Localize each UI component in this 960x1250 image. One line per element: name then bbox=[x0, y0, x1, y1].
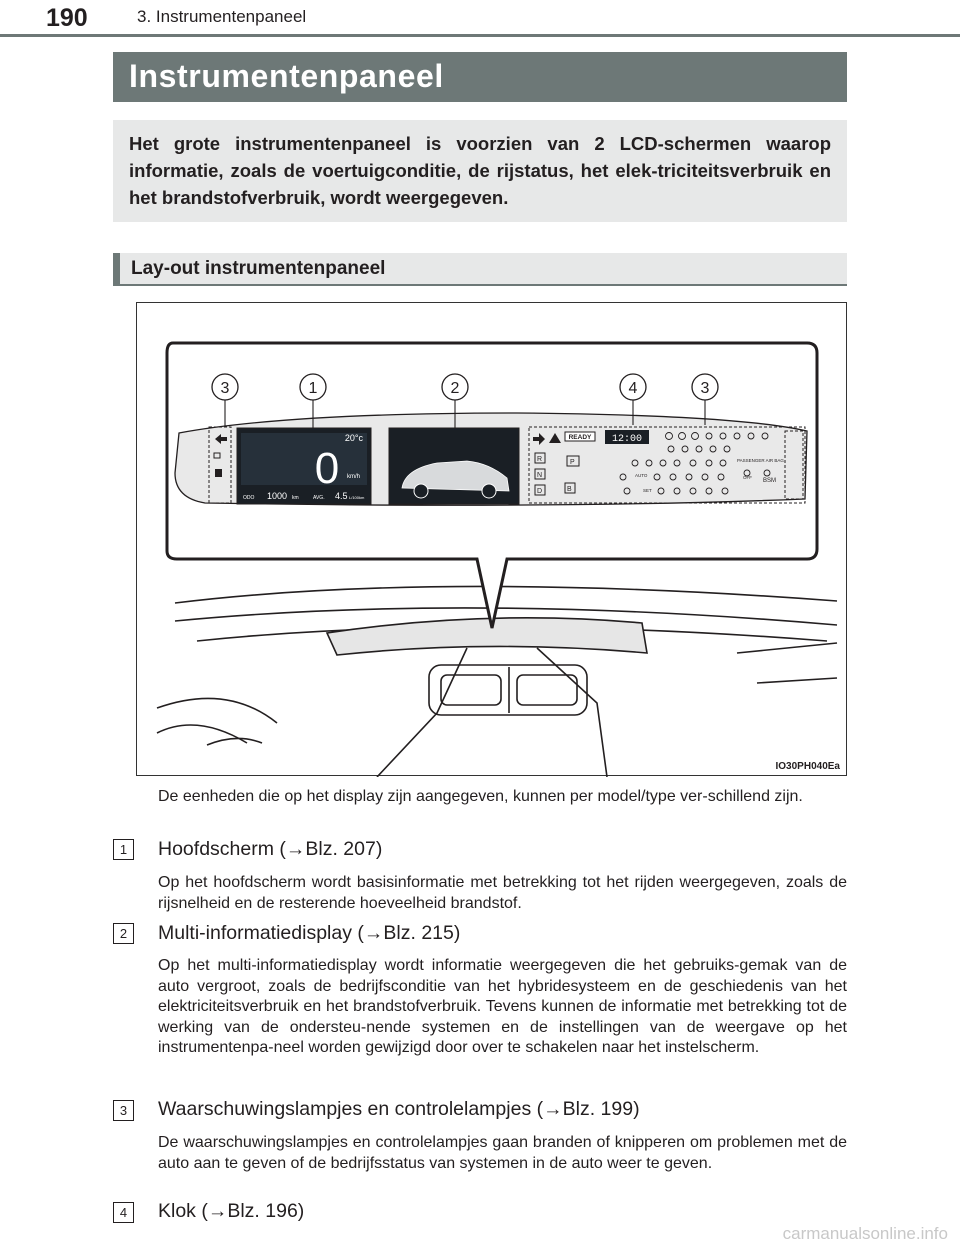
gear-n: N bbox=[537, 472, 543, 479]
odometer-unit: km bbox=[292, 495, 299, 501]
ready-indicator: READY bbox=[568, 434, 592, 441]
avg-label: AVG. bbox=[313, 495, 325, 501]
watermark: carmanualsonline.info bbox=[782, 1224, 948, 1243]
page-number: 190 bbox=[46, 4, 88, 32]
fuel-icon bbox=[215, 469, 222, 477]
title-bar bbox=[113, 52, 847, 102]
odo-label: ODO bbox=[243, 495, 255, 501]
temperature-readout: 20°c bbox=[344, 433, 363, 443]
item-heading-3: Waarschuwingslampjes en controlelampjes (→Blz. 199) bbox=[158, 1098, 640, 1120]
odometer-readout: 1000 bbox=[267, 491, 288, 501]
callout-3-left: 3 bbox=[220, 380, 230, 397]
callout-1: 1 bbox=[308, 380, 318, 397]
instrument-panel-illustration bbox=[137, 303, 848, 777]
item-number-2: 2 bbox=[113, 923, 134, 944]
set-label: SET bbox=[643, 488, 652, 493]
figure-code: IO30PH040Ea bbox=[775, 761, 840, 772]
item-number-1: 1 bbox=[113, 839, 134, 860]
callout-3-right: 3 bbox=[700, 380, 710, 397]
gear-b: B bbox=[567, 486, 572, 493]
off-label: OFF bbox=[743, 475, 752, 480]
auto-label: AUTO bbox=[635, 473, 648, 478]
item-body-2: Op het multi-informatiedisplay wordt informatie weergegeven die het gebruiks-gemak van de auto vergroot, zoals de bedrijfsconditie van het hybridesysteem en de geschiedenis van het elektriciteitsverbruik en het brandstofverbruik. Tevens kunnen de informatie met betrekking tot de werking van de ondersteu-nende systemen en de instellingen van de weergave op het instrumentenpa-neel worden gewijzigd door over te schakelen naar het instelscherm. bbox=[158, 957, 847, 1057]
gear-r: R bbox=[537, 456, 543, 463]
gear-d: D bbox=[537, 488, 543, 495]
item-body-1: Op het hoofdscherm wordt basisinformatie met betrekking tot het rijden weergegeven, zoals de rijsnelheid en de resterende hoeveelheid brandstof. bbox=[158, 874, 847, 912]
item-body-3: De waarschuwingslampjes en controlelampjes gaan branden of knipperen om problemen met de auto aan te geven of de bedrijfsstatus van systemen in de auto weer te geven. bbox=[158, 1134, 847, 1172]
clock-readout: 12:00 bbox=[611, 434, 643, 445]
figure-note: De eenheden die op het display zijn aangegeven, kunnen per model/type ver-schillend zijn. bbox=[158, 788, 803, 805]
avg-unit: L/100km bbox=[349, 495, 365, 500]
speed-unit: km/h bbox=[347, 474, 361, 480]
item-heading-4: Klok (→Blz. 196) bbox=[158, 1200, 305, 1222]
passenger-airbag-label: PASSENGER AIR BAG bbox=[737, 458, 784, 463]
bsm-label: BSM bbox=[763, 478, 777, 484]
speed-readout: 0 bbox=[314, 444, 340, 493]
callout-2: 2 bbox=[450, 380, 460, 397]
item-heading-1: Hoofdscherm (→Blz. 207) bbox=[158, 838, 383, 860]
intro-box: Het grote instrumentenpaneel is voorzien van 2 LCD-schermen waarop informatie, zoals de voertuigconditie, de rijstatus, het elek-triciteitsverbruik en het brandstofverbruik, wordt weergegeven. bbox=[113, 120, 847, 222]
item-heading-2: Multi-informatiedisplay (→Blz. 215) bbox=[158, 922, 461, 944]
item-number-3: 3 bbox=[113, 1100, 134, 1121]
callout-4: 4 bbox=[628, 380, 638, 397]
page-title: Instrumentenpaneel bbox=[129, 58, 444, 94]
item-number-4: 4 bbox=[113, 1202, 134, 1223]
instrument-panel-figure bbox=[136, 302, 847, 776]
running-head: 3. Instrumentenpaneel bbox=[137, 7, 307, 26]
section-title: Lay-out instrumentenpaneel bbox=[131, 258, 386, 279]
gear-p: P bbox=[570, 459, 575, 466]
header-rule bbox=[0, 34, 960, 37]
section-heading bbox=[113, 253, 847, 286]
avg-readout: 4.5 bbox=[335, 491, 348, 501]
